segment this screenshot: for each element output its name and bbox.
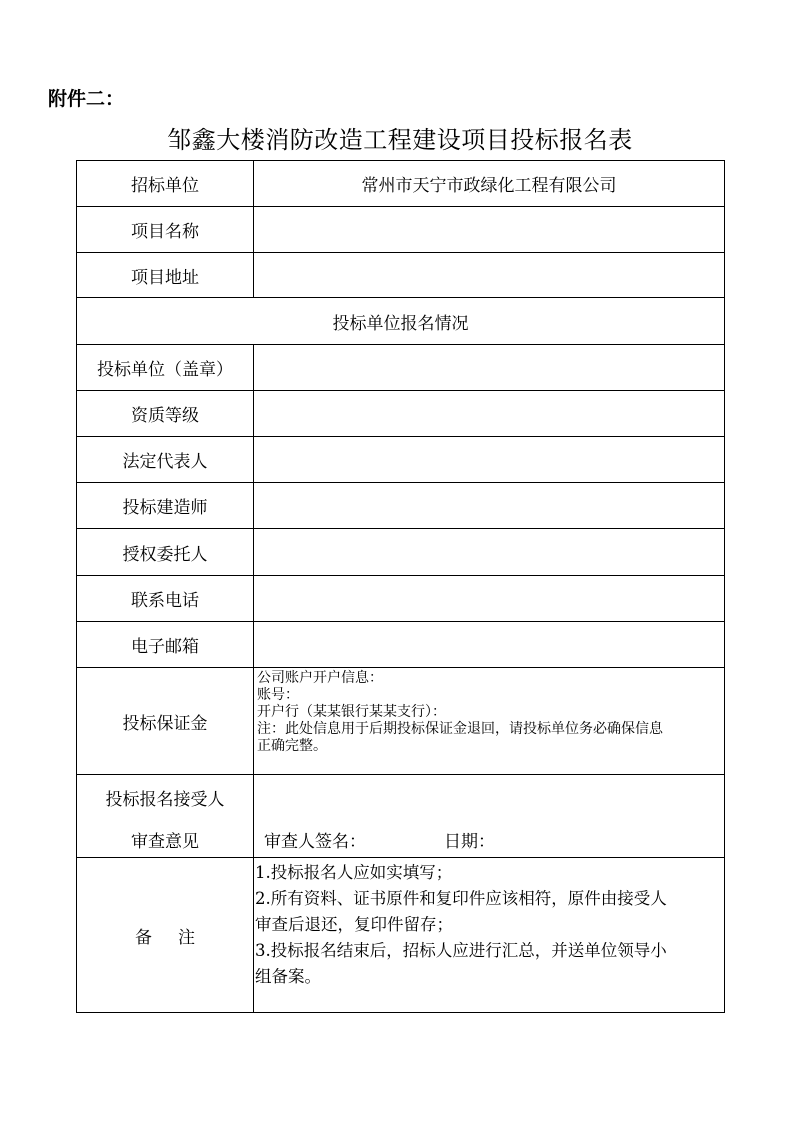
deposit-line-account-number: 账号： bbox=[257, 687, 299, 703]
review-label-line2: 审查意见 bbox=[131, 832, 199, 852]
authorized-label: 授权委托人 bbox=[77, 529, 254, 576]
row-legal-rep bbox=[77, 437, 725, 483]
notes-line-1: 1.投标报名人应如实填写； bbox=[255, 863, 453, 882]
deposit-label: 投标保证金 bbox=[77, 668, 254, 775]
section-header: 投标单位报名情况 bbox=[77, 298, 725, 345]
legal-rep-label: 法定代表人 bbox=[77, 437, 254, 483]
row-email bbox=[77, 622, 725, 668]
notes-line-4: 3.投标报名结束后，招标人应进行汇总，并送单位领导小 bbox=[255, 941, 667, 960]
project-name-field[interactable] bbox=[254, 207, 725, 253]
notes-line-2: 2.所有资料、证书原件和复印件应该相符，原件由接受人 bbox=[255, 889, 667, 908]
row-deposit bbox=[77, 668, 725, 775]
deposit-line-bank: 开户行（某某银行某某支行）： bbox=[257, 704, 446, 720]
notes-label-char2: 注 bbox=[178, 927, 195, 948]
row-section-header bbox=[77, 298, 725, 345]
row-qualification bbox=[77, 391, 725, 437]
reviewer-signature-label: 审查人签名： bbox=[264, 832, 366, 852]
notes-line-5: 组备案。 bbox=[255, 967, 321, 986]
notes-line-3: 审查后退还，复印件留存； bbox=[255, 915, 453, 934]
review-date-label: 日期： bbox=[444, 832, 495, 852]
notes-label-char1: 备 bbox=[135, 927, 152, 948]
notes-label bbox=[77, 858, 254, 1013]
constructor-label: 投标建造师 bbox=[77, 483, 254, 529]
phone-field[interactable] bbox=[254, 576, 725, 622]
notes-content bbox=[254, 858, 725, 1013]
project-address-label: 项目地址 bbox=[77, 253, 254, 298]
row-project-name bbox=[77, 207, 725, 253]
row-project-address bbox=[77, 253, 725, 298]
row-bidder bbox=[77, 345, 725, 391]
form-title: 邹鑫大楼消防改造工程建设项目投标报名表 bbox=[167, 126, 633, 154]
review-label bbox=[77, 775, 254, 858]
row-authorized bbox=[77, 529, 725, 576]
deposit-line-note-cont: 正确完整。 bbox=[257, 738, 327, 754]
project-address-field[interactable] bbox=[254, 253, 725, 298]
registration-form-table bbox=[76, 160, 725, 1013]
qualification-field[interactable] bbox=[254, 391, 725, 437]
row-phone bbox=[77, 576, 725, 622]
project-name-label: 项目名称 bbox=[77, 207, 254, 253]
constructor-field[interactable] bbox=[254, 483, 725, 529]
deposit-line-account-info: 公司账户开户信息： bbox=[257, 670, 383, 686]
qualification-label: 资质等级 bbox=[77, 391, 254, 437]
legal-rep-field[interactable] bbox=[254, 437, 725, 483]
bidder-field[interactable] bbox=[254, 345, 725, 391]
deposit-info[interactable] bbox=[254, 668, 725, 775]
email-label: 电子邮箱 bbox=[77, 622, 254, 668]
row-tenderer bbox=[77, 161, 725, 207]
review-label-line1: 投标报名接受人 bbox=[105, 790, 225, 810]
phone-label: 联系电话 bbox=[77, 576, 254, 622]
attachment-label: 附件二： bbox=[48, 88, 125, 110]
tenderer-label: 招标单位 bbox=[77, 161, 254, 207]
row-review bbox=[77, 775, 725, 858]
row-constructor bbox=[77, 483, 725, 529]
review-field[interactable] bbox=[254, 775, 725, 858]
deposit-line-note: 注：此处信息用于后期投标保证金退回，请投标单位务必确保信息 bbox=[257, 721, 663, 737]
bidder-label: 投标单位（盖章） bbox=[77, 345, 254, 391]
authorized-field[interactable] bbox=[254, 529, 725, 576]
tenderer-value: 常州市天宁市政绿化工程有限公司 bbox=[254, 161, 725, 207]
email-field[interactable] bbox=[254, 622, 725, 668]
row-notes bbox=[77, 858, 725, 1013]
